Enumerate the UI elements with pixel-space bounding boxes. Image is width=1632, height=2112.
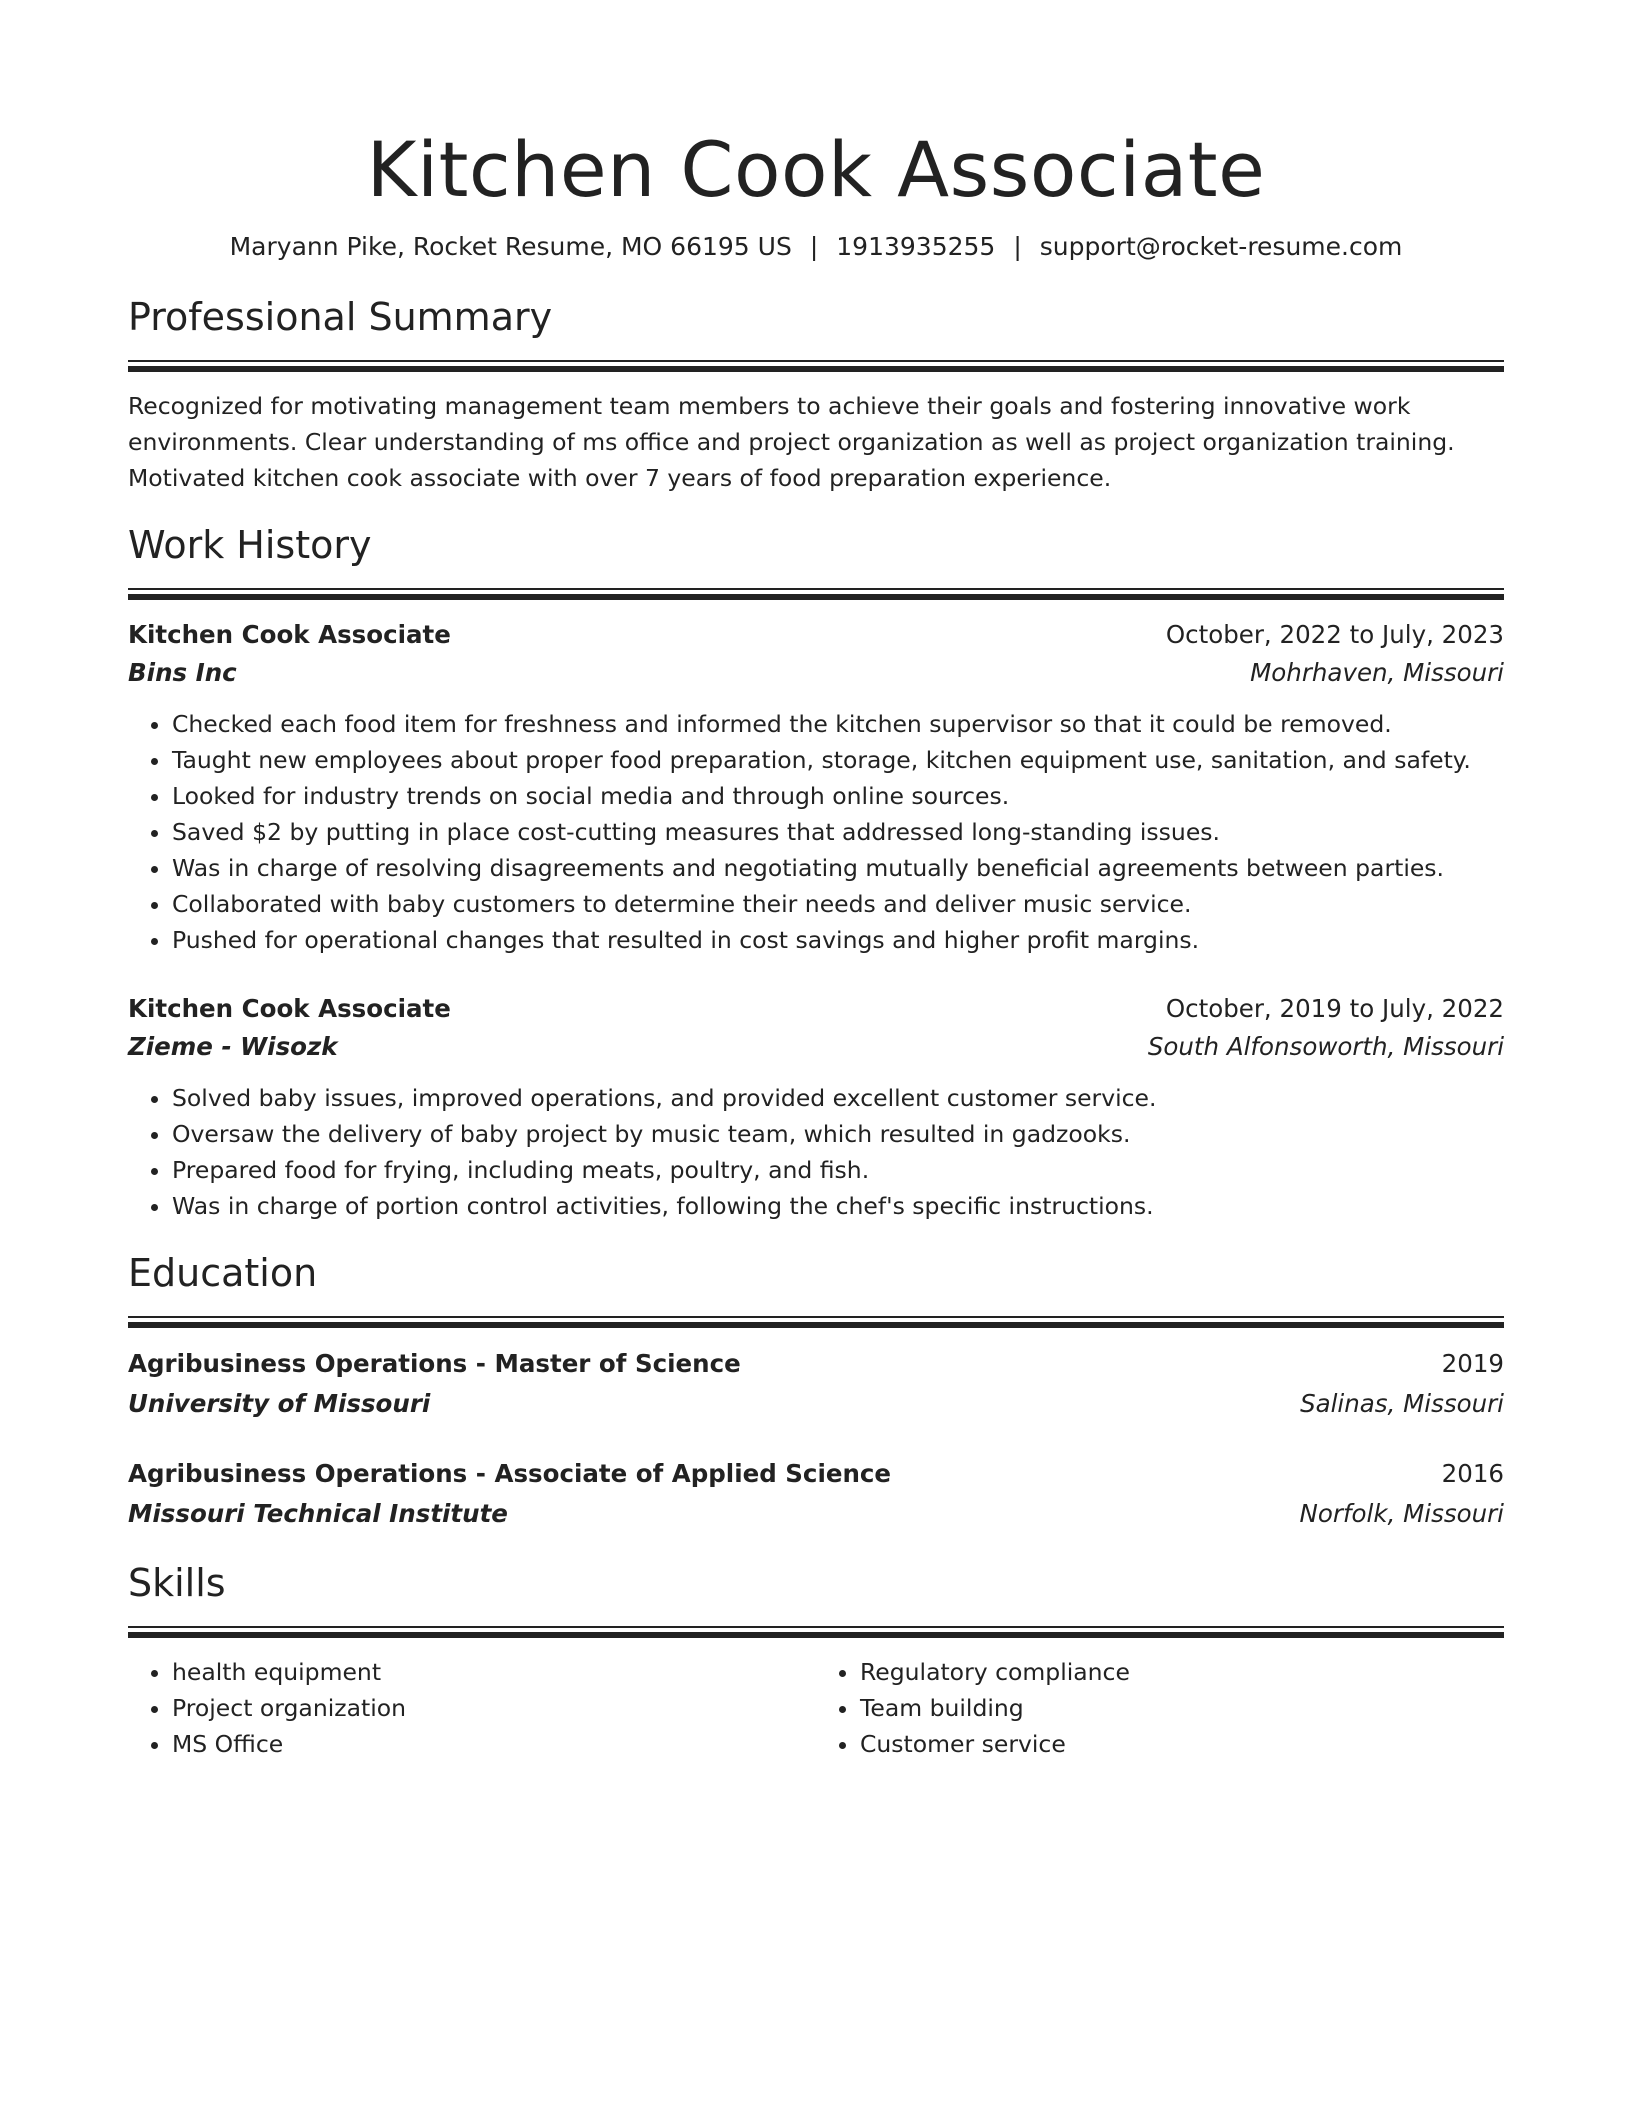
job-bullet: • Checked each food item for freshness and informed the kitchen supervisor so that it could be removed. [172,706,1504,742]
resume-title: Kitchen Cook Associate [366,125,1266,214]
work-history-section [128,520,1504,1224]
school-name: University of Missouri [128,1389,431,1418]
job-company: Zieme - Wisozk [128,1032,338,1061]
work-history-heading: Work History [128,523,372,567]
degree-name: Agribusiness Operations - Master of Science [128,1349,741,1378]
job-location: South Alfonsoworth, Missouri [1147,1032,1504,1061]
skill-item: • health equipment [172,1654,816,1690]
school-location: Norfolk, Missouri [1299,1499,1504,1528]
contact-separator: | [1013,232,1022,261]
skill-item: • Regulatory compliance [860,1654,1504,1690]
section-divider [128,588,1504,600]
job-bullet: • Oversaw the delivery of baby project by music team, which resulted in gadzooks. [172,1116,1504,1152]
section-divider [128,1316,1504,1328]
job-dates: October, 2019 to July, 2022 [1165,994,1504,1023]
job-bullet: • Looked for industry trends on social media and through online sources. [172,778,1504,814]
job-bullet: • Prepared food for frying, including meats, poultry, and fish. [172,1152,1504,1188]
job-header [128,616,1504,654]
education-subheader [128,1494,1504,1534]
skills-list-left [128,1654,816,1762]
education-entry [128,1344,1504,1424]
job-entry [128,990,1504,1224]
education-header [128,1344,1504,1384]
school-name: Missouri Technical Institute [128,1499,508,1528]
contact-address: Maryann Pike, Rocket Resume, MO 66195 US [229,232,792,261]
section-divider [128,360,1504,372]
skill-item: • Team building [860,1690,1504,1726]
job-company: Bins Inc [128,658,237,687]
job-bullet: • Collaborated with baby customers to determine their needs and deliver music service. [172,886,1504,922]
education-entry [128,1454,1504,1534]
summary-heading: Professional Summary [128,295,553,339]
job-subheader [128,654,1504,692]
school-location: Salinas, Missouri [1300,1389,1504,1418]
contact-separator: | [809,232,819,261]
skill-item: • MS Office [172,1726,816,1762]
skills-section [128,1558,1504,1762]
job-bullet: • Pushed for operational changes that resulted in cost savings and higher profit margins. [172,922,1504,958]
job-bullet: • Solved baby issues, improved operations, and provided excellent customer service. [172,1080,1504,1116]
skills-list-right [816,1654,1504,1762]
skill-item: • Customer service [860,1726,1504,1762]
job-bullet: • Saved $2 by putting in place cost-cutting measures that addressed long-standing issues. [172,814,1504,850]
graduation-year: 2016 [1441,1459,1504,1488]
job-entry [128,616,1504,958]
degree-name: Agribusiness Operations - Associate of Applied Science [128,1459,892,1488]
job-bullets [128,1080,1504,1224]
graduation-year: 2019 [1441,1349,1504,1378]
skill-item: • Project organization [172,1690,816,1726]
skills-heading: Skills [128,1561,226,1605]
summary-section [128,292,1504,496]
job-dates: October, 2022 to July, 2023 [1165,620,1504,649]
summary-text: Recognized for motivating management team members to achieve their goals and fostering innovative work environments. Clear understanding of ms office and project organization as well as project organization training. Motivated kitchen cook associate with over 7 years of food preparation experience. [128,392,1455,492]
job-bullet: • Was in charge of portion control activities, following the chef's specific instructions. [172,1188,1504,1224]
job-subheader [128,1028,1504,1066]
skills-columns [128,1654,1504,1762]
job-title: Kitchen Cook Associate [128,620,451,649]
education-heading: Education [128,1251,318,1295]
job-header [128,990,1504,1028]
job-bullets [128,706,1504,958]
education-subheader [128,1384,1504,1424]
job-bullet: • Taught new employees about proper food preparation, storage, kitchen equipment use, sanitation, and safety. [172,742,1504,778]
job-bullet: • Was in charge of resolving disagreements and negotiating mutually beneficial agreements between parties. [172,850,1504,886]
education-section [128,1248,1504,1534]
job-title: Kitchen Cook Associate [128,994,451,1023]
education-header [128,1454,1504,1494]
section-divider [128,1626,1504,1638]
job-location: Mohrhaven, Missouri [1250,658,1504,687]
resume-page [128,0,1504,1762]
contact-phone: 1913935255 [836,232,996,261]
contact-line [128,230,1504,264]
contact-email: support@rocket-resume.com [1039,232,1403,261]
